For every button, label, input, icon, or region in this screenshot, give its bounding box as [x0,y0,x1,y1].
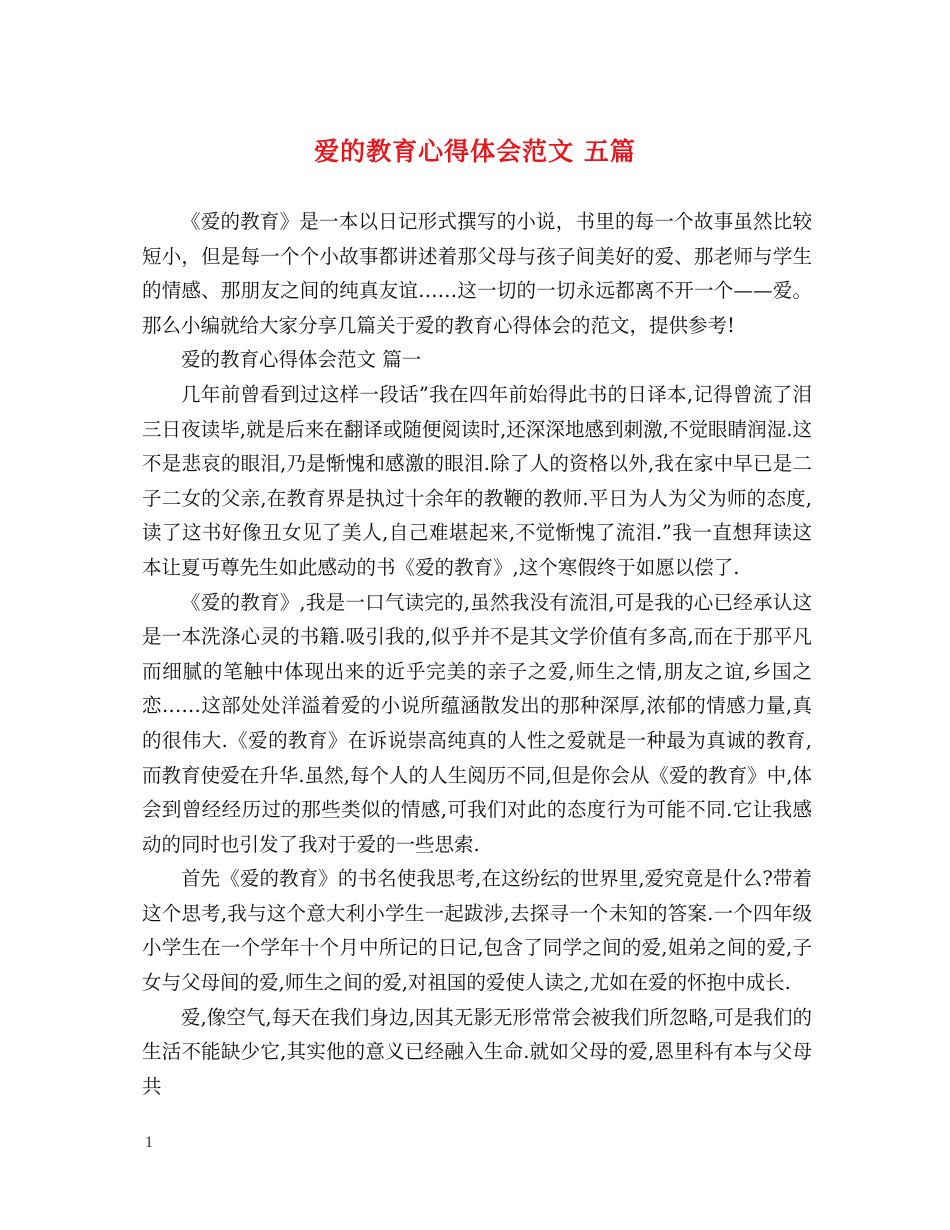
document-body [142,205,812,1104]
paragraph: 《爱的教育》,我是一口气读完的,虽然我没有流泪,可是我的心已经承认这是一本洗涤心灵的书籍.吸引我的,似乎并不是其文学价值有多高,而在于那平凡而细腻的笔触中体现出来的近乎完美的亲子之爱,师生之情,朋友之谊,乡国之恋……这部处处洋溢着爱的小说所蕴涵散发出的那种深厚,浓郁的情感力量,真的很伟大.《爱的教育》在诉说崇高纯真的人性之爱就是一种最为真诚的教育,而教育使爱在升华.虽然,每个人的人生阅历不同,但是你会从《爱的教育》中,体会到曾经经历过的那些类似的情感,可我们对此的态度行为可能不同.它让我感动的同时也引发了我对于爱的一些思索. [142,590,812,856]
page-number: 1 [145,1134,153,1151]
paragraph-intro: 《爱的教育》是一本以日记形式撰写的小说，书里的每一个故事虽然比较短小，但是每一个个小故事都讲述着那父母与孩子间美好的爱、那老师与学生的情感、那朋友之间的纯真友谊……这一切的一切永远都离不开一个——爱。那么小编就给大家分享几篇关于爱的教育心得体会的范文，提供参考! [142,210,812,337]
document-title: 爱的教育心得体会范文 五篇 [314,137,636,166]
paragraph: 几年前曾看到过这样一段话”我在四年前始得此书的日译本,记得曾流了泪三日夜读毕,就是后来在翻译或随便阅读时,还深深地感到刺激,不觉眼睛润湿.这不是悲哀的眼泪,乃是惭愧和感激的眼泪.除了人的资格以外,我在家中早已是二子二女的父亲,在教育界是执过十余年的教鞭的教师.平日为人为父为师的态度,读了这书好像丑女见了美人,自己难堪起来,不觉惭愧了流泪.”我一直想拜读这本让夏丏尊先生如此感动的书《爱的教育》,这个寒假终于如愿以偿了. [142,382,812,579]
section-heading: 爱的教育心得体会范文 篇一 [181,348,422,372]
paragraph: 首先《爱的教育》的书名使我思考,在这纷纭的世界里,爱究竟是什么?带着这个思考,我与这个意大利小学生一起跋涉,去探寻一个未知的答案.一个四年级小学生在一个学年十个月中所记的日记,包含了同学之间的爱,姐弟之间的爱,子女与父母间的爱,师生之间的爱,对祖国的爱使人读之,尤如在爱的怀抱中成长. [142,867,812,995]
paragraph: 爱,像空气,每天在我们身边,因其无影无形常常会被我们所忽略,可是我们的生活不能缺少它,其实他的意义已经融入生命.就如父母的爱,恩里科有本与父母共 [142,1005,812,1098]
